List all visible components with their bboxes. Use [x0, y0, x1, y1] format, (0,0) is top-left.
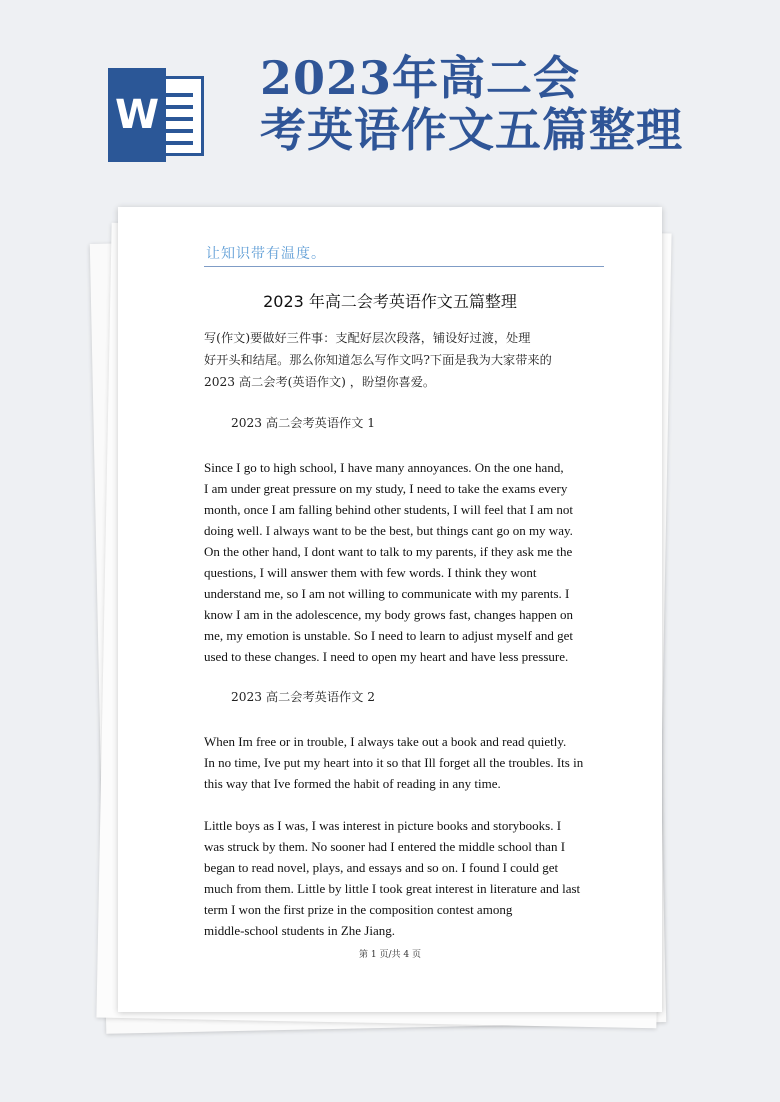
paragraph-line: questions, I will answer them with few words. I think they wont: [204, 565, 537, 580]
paragraph-line: Little boys as I was, I was interest in picture books and storybooks. I: [204, 818, 562, 833]
essay-paragraph: [204, 457, 614, 667]
paragraph-line: used to these changes. I need to open my heart and have less pressure.: [204, 649, 569, 664]
header-divider: [204, 266, 604, 267]
paragraph-line: term I won the first prize in the composition contest among: [204, 902, 513, 917]
paragraph-line: When Im free or in trouble, I always take out a book and read quietly.: [204, 734, 567, 749]
paragraph-line: was struck by them. No sooner had I entered the middle school than I: [204, 839, 566, 854]
paragraph-line: much from them. Little by little I took great interest in literature and last: [204, 881, 581, 896]
intro-line: 写(作文)要做好三件事：支配好层次段落，铺设好过渡，处理: [204, 331, 531, 345]
paragraph-line: middle-school students in Zhe Jiang.: [204, 923, 396, 938]
intro-paragraph: [204, 327, 604, 393]
word-document-icon: W: [108, 68, 206, 162]
paragraph-line: In no time, Ive put my heart into it so that Ill forget all the troubles. Its in: [204, 755, 584, 770]
banner-title-line-2: 考英语作文五篇整理: [260, 103, 683, 157]
page-number-footer: 第 1 页/共 4 页: [359, 950, 421, 960]
intro-line: 好开头和结尾。那么你知道怎么写作文吗?下面是我为大家带来的: [204, 353, 552, 367]
banner: [0, 0, 780, 200]
paragraph-line: On the other hand, I dont want to talk to my parents, if they ask me the: [204, 544, 573, 559]
intro-line: 2023 高二会考(英语作文) ，盼望你喜爱。: [204, 375, 436, 389]
banner-title-line-1: 2023年高二会: [260, 51, 581, 105]
paragraph-line: Since I go to high school, I have many annoyances. On the one hand,: [204, 460, 564, 475]
document-page: [118, 207, 662, 1012]
paragraph-line: understand me, so I am not willing to communicate with my parents. I: [204, 586, 570, 601]
paragraph-line: me, my emotion is unstable. So I need to learn to adjust myself and get: [204, 628, 573, 643]
header-note: 让知识带有温度。: [206, 246, 326, 262]
document-title: 2023 年高二会考英语作文五篇整理: [263, 292, 517, 311]
paragraph-line: know I am in the adolescence, my body grows fast, changes happen on: [204, 607, 573, 622]
essay-paragraph: [204, 815, 614, 941]
paragraph-line: began to read novel, plays, and essays and so on. I found I could get: [204, 860, 559, 875]
essay-paragraph: [204, 731, 614, 794]
paragraph-line: I am under great pressure on my study, I need to take the exams every: [204, 481, 568, 496]
paragraph-line: this way that Ive formed the habit of reading in any time.: [204, 776, 501, 791]
section-title: 2023 高二会考英语作文 1: [231, 416, 376, 430]
section-title: 2023 高二会考英语作文 2: [231, 690, 376, 704]
paragraph-line: month, once I am falling behind other students, I will feel that I am not: [204, 502, 573, 517]
paragraph-line: doing well. I always want to be the best, but things cant go on my way.: [204, 523, 573, 538]
banner-title: [260, 52, 760, 156]
